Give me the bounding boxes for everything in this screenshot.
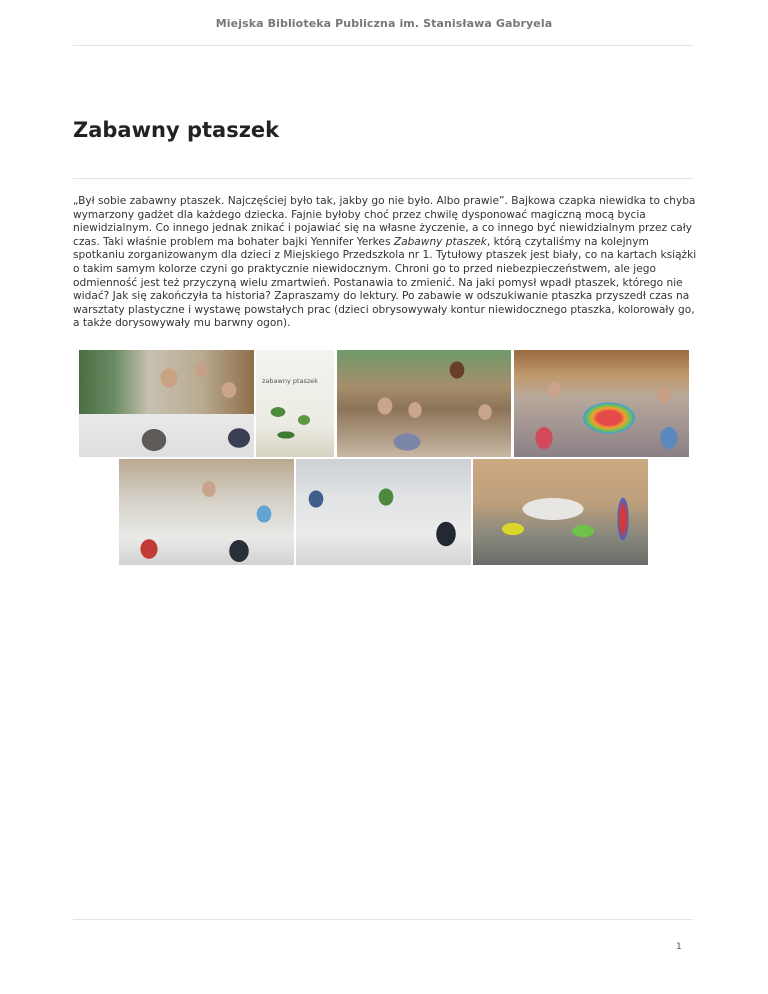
header-library-name: Miejska Biblioteka Publiczna im. Stanisława Gabryela: [215, 17, 553, 30]
article-body: [73, 195, 698, 331]
gallery-photo-4[interactable]: [514, 350, 689, 457]
header-divider: [73, 45, 693, 46]
gallery-photo-5[interactable]: [119, 459, 294, 565]
article-text-part-2: , którą czytaliśmy na kolejnym spotkaniu zorganizowanym dla dzieci z Miejskiego Przedszkola nr 1. Tytułowy ptaszek jest biały, co na kartach książki o takim samym kolorze czyni go praktycznie niewidocznym. Chroni go to przed niebezpieczeństwem, ale jego odmienność jest też przyczyną wielu zmartwień. Postanawia to zmienić. Na jaki pomysł wpadł ptaszek, którego nie widać? Jak się zakończyła ta historia? Zapraszamy do lektury. Po zabawie w odszukiwanie ptaszka przyszedł czas na warsztaty plastyczne i wystawę powstałych prac (dzieci obrysowywały kontur niewidocznego ptaszka, kolorowały go, a także dorysowywały mu barwny ogon).: [73, 235, 697, 330]
gallery-photo-3[interactable]: [337, 350, 511, 457]
gallery-photo-1[interactable]: [79, 350, 254, 457]
title-divider: [73, 178, 693, 179]
gallery-photo-7[interactable]: [473, 459, 648, 565]
footer-divider: [73, 919, 693, 920]
book-cover-title: zabawny ptaszek: [262, 377, 319, 385]
book-title-emphasis: Zabawny ptaszek: [393, 235, 487, 248]
article-text-part-1: „Był sobie zabawny ptaszek. Najczęściej było tak, jakby go nie było. Albo prawie”. Bajkowa czapka niewidka to chyba wymarzony gadżet dla każdego dziecka. Fajnie byłoby choć przez chwilę dysponować magiczną mocą bycia niewidzialnym. Co innego jednak znikać i pojawiać się na własne życzenie, a co innego być niewidzialnym przez cały czas. Taki właśnie problem ma bohater bajki Yennifer Yerkes: [73, 195, 696, 248]
gallery-photo-6[interactable]: [296, 459, 471, 565]
gallery-photo-2-book-cover[interactable]: [256, 350, 334, 457]
page-number: 1: [676, 942, 682, 952]
page-title: Zabawny ptaszek: [73, 118, 280, 142]
